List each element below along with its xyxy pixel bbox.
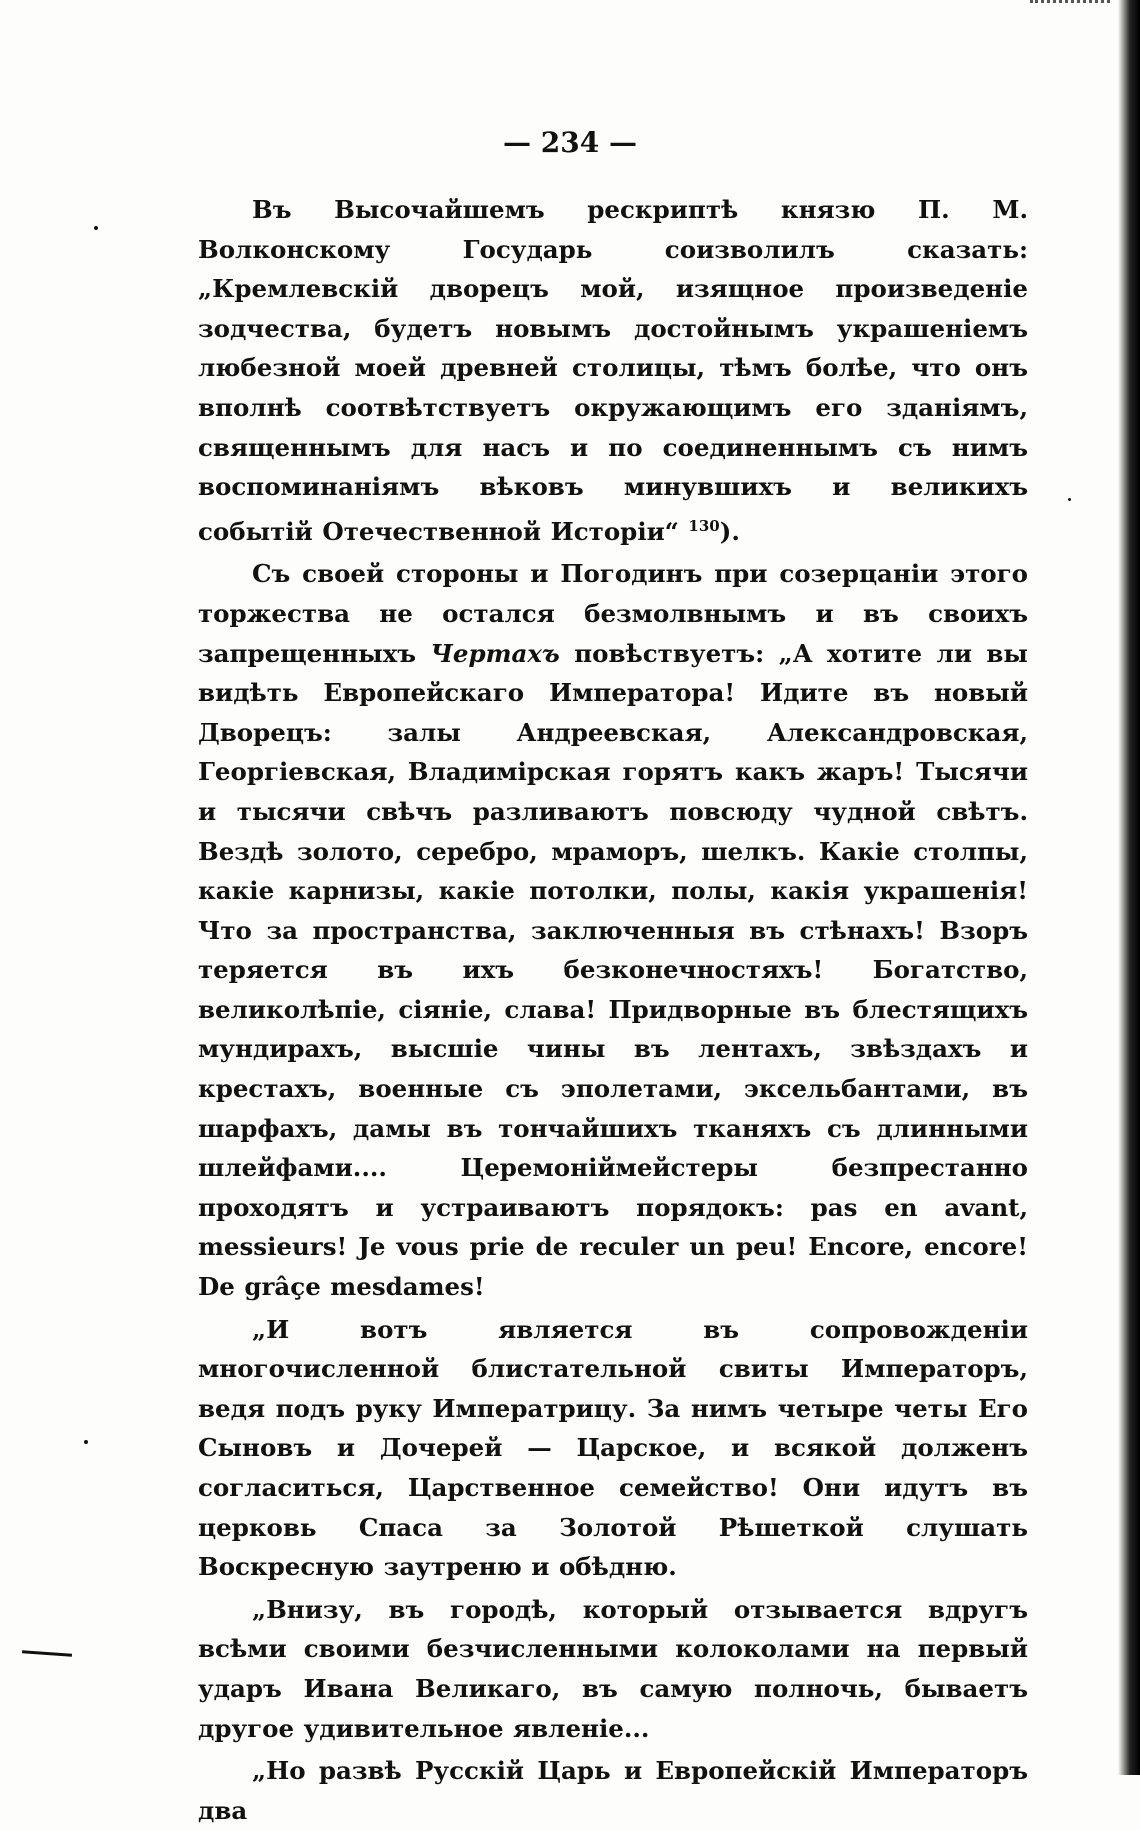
scan-edge-shadow xyxy=(1118,0,1140,1775)
footnote-ref: 130 xyxy=(688,516,720,535)
paragraph-text: „И вотъ является въ сопровожденіи многочисленной блистательной свиты Императоръ, ведя подъ руку Императрицу. За нимъ четыре четы Его Сыновъ и Дочерей — Царское, и всякой долженъ согласиться, Царственное семейство! Они идутъ въ церковь Спаса за Золотой Рѣшеткой слушать Воскресную заутреню и обѣдню. xyxy=(198,1314,1028,1582)
margin-speck xyxy=(84,1440,88,1444)
paragraph-text: „Внизу, въ городѣ, который отзывается вдругъ всѣми своими безчисленными колоколами на первый ударъ Ивана Великаго, въ самую полночь, бываетъ другое удивительное явленіе... xyxy=(198,1594,1028,1743)
paragraph-text: „Но развѣ Русскій Царь и Европейскій Императоръ два xyxy=(198,1756,1028,1825)
page-number: — 234 — xyxy=(503,126,637,159)
paragraph xyxy=(198,1751,1028,1830)
margin-speck xyxy=(1068,498,1071,501)
paragraph-text: повѣствуетъ: „А хотите ли вы видѣть Европейскаго Императора! Идите въ новый Дворецъ: залы Андреевская, Александровская, Георгіевская, Владимірская горятъ какъ жаръ! Тысячи и тысячи свѣчъ разливаютъ повсюду чудной свѣтъ. Вездѣ золото, серебро, мраморъ, шелкъ. Какіе столпы, какіе карнизы, какіе потолки, полы, какія украшенія! Что за пространства, заключенныя въ стѣнахъ! Взоръ теряется въ ихъ безконечностяхъ! Богатство, великолѣпіе, сіяніе, слава! Придворные въ блестящихъ мундирахъ, высшіе чины въ лентахъ, звѣздахъ и крестахъ, военные съ эполетами, эксельбантами, въ шарфахъ, дамы въ тончайшихъ тканяхъ съ длинными шлейфами.... Церемоніймейстеры безпрестанно проходятъ и устраиваютъ порядокъ: pas en avant, messieurs! Je vous prie de reculer un peu! Encore, encore! De grâçe mesdames! xyxy=(198,638,1028,1302)
italic-title: Чертахъ xyxy=(430,638,560,668)
margin-speck xyxy=(94,226,98,230)
paragraph xyxy=(198,1590,1028,1748)
paragraph xyxy=(198,190,1028,551)
paragraph-text: Въ Высочайшемъ рескриптѣ князю П. М. Волконскому Государь соизволилъ сказать: „Кремлевскій дворецъ мой, изящное произведеніе зодчества, будетъ новымъ достойнымъ украшеніемъ любезной моей древней столицы, тѣмъ болѣе, что онъ вполнѣ соотвѣтствуетъ окружающимъ его зданіямъ, священнымъ для насъ и по соединеннымъ съ нимъ воспоминаніямъ вѣковъ минувшихъ и великихъ событій Отечественной Исторіи“ xyxy=(198,195,1028,546)
paragraph-tail: ). xyxy=(719,516,740,546)
margin-mark xyxy=(22,1650,72,1656)
paragraph xyxy=(198,1310,1028,1587)
paragraph-text: Съ своей стороны и Погодинъ при созерцаніи этого торжества не остался безмолвнымъ и въ своихъ запрещенныхъ xyxy=(198,559,1028,668)
body-text xyxy=(198,190,1028,1830)
paragraph xyxy=(198,554,1028,1306)
scan-edge-speckle xyxy=(1030,0,1110,17)
